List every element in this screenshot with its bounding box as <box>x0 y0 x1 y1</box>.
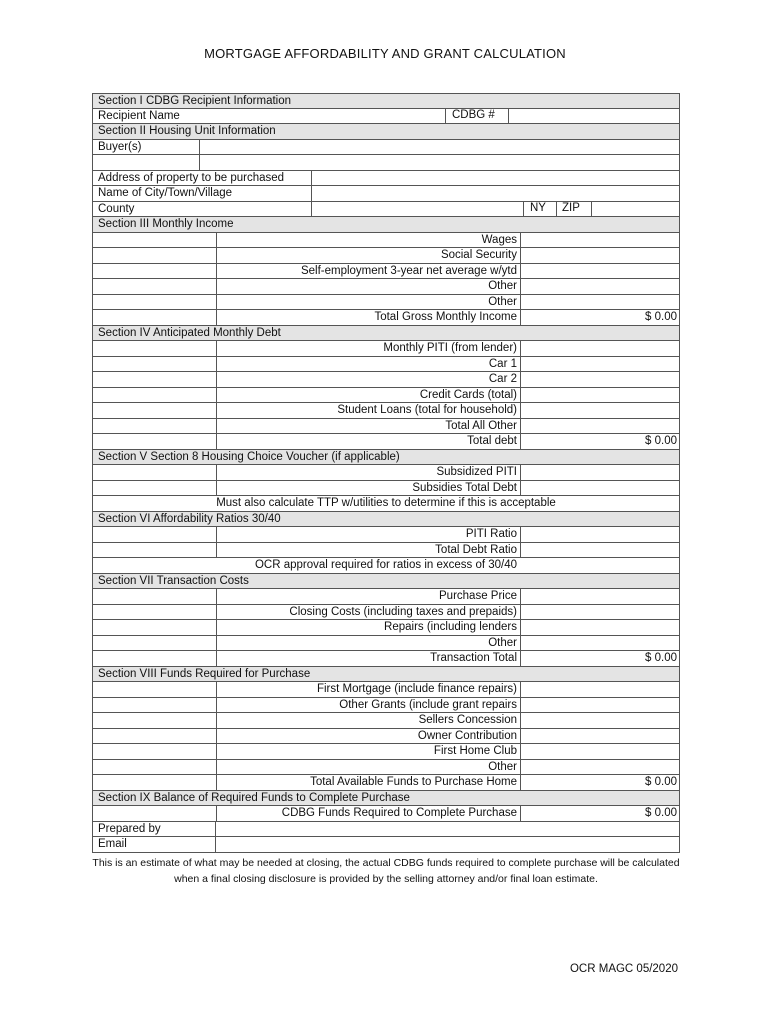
recipient-name-label: Recipient Name <box>98 109 180 122</box>
s8-label: Other Grants (include grant repairs <box>339 698 517 711</box>
row-left-cell <box>92 712 217 729</box>
s8-value-field[interactable] <box>520 681 681 698</box>
s4-row <box>92 372 680 388</box>
s7-label: Other <box>488 636 517 649</box>
s6-value-field[interactable] <box>520 526 681 543</box>
email-row <box>92 837 680 853</box>
section-5-header <box>92 450 680 466</box>
email-field[interactable] <box>215 836 679 853</box>
section-8-header <box>92 667 680 683</box>
row-left-cell <box>92 542 217 559</box>
s4-value-field[interactable] <box>520 418 681 435</box>
s8-row <box>92 729 680 745</box>
s8-value-field[interactable] <box>520 759 681 776</box>
row-left-cell <box>92 309 217 326</box>
prepared-by-label: Prepared by <box>98 822 161 835</box>
section-1-title: Section I CDBG Recipient Information <box>98 95 292 107</box>
section-6-note: OCR approval required for ratios in excess of 30/40 <box>254 559 518 571</box>
city-field[interactable] <box>311 185 679 202</box>
row-left-cell <box>92 232 217 249</box>
state-cell <box>523 201 556 218</box>
s3-label: Self-employment 3-year net average w/ytd <box>300 264 517 277</box>
row-left-cell <box>92 278 217 295</box>
city-row <box>92 186 680 202</box>
cdbg-number-label-cell <box>445 108 508 125</box>
s8-row <box>92 744 680 760</box>
s7-value-field[interactable] <box>520 588 681 605</box>
s4-row <box>92 357 680 373</box>
buyers-label: Buyer(s) <box>98 140 142 153</box>
s4-label: Total debt <box>467 435 517 447</box>
s7-row <box>92 605 680 621</box>
s3-row <box>92 279 680 295</box>
row-left-cell <box>92 805 217 822</box>
s5-value-field[interactable] <box>520 480 681 497</box>
s8-row <box>92 760 680 776</box>
s8-value-field[interactable] <box>520 774 681 791</box>
s8-value-field[interactable] <box>520 743 681 760</box>
row-left-cell <box>92 697 217 714</box>
row-left-cell <box>92 759 217 776</box>
city-label: Name of City/Town/Village <box>98 187 233 199</box>
section-8-title: Section VIII Funds Required for Purchase <box>98 667 311 680</box>
s7-value-field[interactable] <box>520 635 681 652</box>
s3-row <box>92 310 680 326</box>
s7-value-field[interactable] <box>520 604 681 621</box>
row-left-cell <box>92 774 217 791</box>
s7-total-value: $ 0.00 <box>645 652 677 664</box>
row-left-cell <box>92 387 217 404</box>
row-left-cell <box>92 418 217 435</box>
address-field[interactable] <box>311 170 679 187</box>
s3-row <box>92 248 680 264</box>
row-left-cell <box>92 604 217 621</box>
row-left-cell <box>92 356 217 373</box>
s3-label: Other <box>488 280 517 292</box>
s8-total-value: $ 0.00 <box>645 776 677 788</box>
section-2-title: Section II Housing Unit Information <box>98 125 276 137</box>
section-3-header <box>92 217 680 233</box>
prepared-by-field[interactable] <box>215 821 679 838</box>
row-left-cell <box>92 340 217 357</box>
row-left-cell <box>92 371 217 388</box>
s5-row <box>92 481 680 497</box>
s7-label: Transaction Total <box>430 652 517 664</box>
s3-value-field[interactable] <box>520 278 681 295</box>
s5-value-field[interactable] <box>520 464 681 481</box>
s6-row <box>92 543 680 559</box>
buyers-row-2 <box>92 155 680 171</box>
section-5-note-row <box>92 496 680 512</box>
s4-value-field[interactable] <box>520 340 681 357</box>
state-label: NY <box>530 201 546 214</box>
s3-row <box>92 264 680 280</box>
disclaimer-note: This is an estimate of what may be needed at closing, the actual CDBG funds required to complete purchase will be calculated when a final closing disclosure is provided by the selling attorney and/or final loan estimate. <box>92 857 680 885</box>
s3-label: Total Gross Monthly Income <box>374 311 517 323</box>
s6-row <box>92 527 680 543</box>
zip-field[interactable] <box>591 201 679 218</box>
s7-value-field[interactable] <box>520 619 681 636</box>
cdbg-number-label: CDBG # <box>452 108 495 121</box>
section-3-title: Section III Monthly Income <box>98 218 234 230</box>
s8-label: Sellers Concession <box>418 714 517 726</box>
prepared-row <box>92 822 680 838</box>
section-5-title: Section V Section 8 Housing Choice Voucher (if applicable) <box>98 450 400 463</box>
section-2-header <box>92 124 680 140</box>
form-code: OCR MAGC 05/2020 <box>569 963 678 975</box>
section-1-header <box>92 93 680 109</box>
s4-value-field[interactable] <box>520 402 681 419</box>
cdbg-required-value[interactable] <box>520 805 681 822</box>
s5-label: Subsidized PITI <box>436 466 517 478</box>
row-left-cell <box>92 681 217 698</box>
address-row <box>92 171 680 187</box>
s3-value-field[interactable] <box>520 247 681 264</box>
row-left-cell <box>92 650 217 667</box>
s8-value-field[interactable] <box>520 697 681 714</box>
section-6-note-row <box>92 558 680 574</box>
s4-value-field[interactable] <box>520 433 681 450</box>
s4-label: Car 2 <box>488 373 517 385</box>
s3-row <box>92 295 680 311</box>
s4-value-field[interactable] <box>520 371 681 388</box>
s3-label: Other <box>488 295 517 308</box>
zip-label: ZIP <box>562 201 580 214</box>
row-left-cell <box>92 294 217 311</box>
s5-row <box>92 465 680 481</box>
s8-row <box>92 682 680 698</box>
section-7-title: Section VII Transaction Costs <box>98 574 249 587</box>
address-label: Address of property to be purchased <box>98 171 285 184</box>
row-left-cell <box>92 263 217 280</box>
s7-row <box>92 636 680 652</box>
row-left-cell <box>92 480 217 497</box>
section-9-header <box>92 791 680 807</box>
s7-label: Closing Costs (including taxes and prepaids) <box>289 605 517 618</box>
section-6-header <box>92 512 680 528</box>
s4-label: Total All Other <box>445 419 517 432</box>
s7-row <box>92 589 680 605</box>
s8-value-field[interactable] <box>520 712 681 729</box>
section-5-note: Must also calculate TTP w/utilities to determine if this is acceptable <box>216 497 556 509</box>
s7-row <box>92 620 680 636</box>
section-7-header <box>92 574 680 590</box>
s7-label: Repairs (including lenders <box>384 621 517 633</box>
row-left-cell <box>92 635 217 652</box>
row-left-cell <box>92 728 217 745</box>
cdbg-required-label: CDBG Funds Required to Complete Purchase <box>281 807 517 819</box>
cdbg-required-total: $ 0.00 <box>645 807 677 819</box>
section-4-title: Section IV Anticipated Monthly Debt <box>98 326 281 339</box>
row-left-cell <box>92 588 217 605</box>
s4-row <box>92 341 680 357</box>
section-6-title: Section VI Affordability Ratios 30/40 <box>98 512 281 525</box>
s6-value-field[interactable] <box>520 542 681 559</box>
recipient-row <box>92 109 680 125</box>
row-left-cell <box>92 402 217 419</box>
s8-row <box>92 713 680 729</box>
s4-label: Student Loans (total for household) <box>337 404 517 416</box>
s7-row <box>92 651 680 667</box>
s4-row <box>92 388 680 404</box>
s4-value-field[interactable] <box>520 387 681 404</box>
s8-label: First Home Club <box>433 745 517 757</box>
s3-label: Social Security <box>440 249 517 261</box>
s4-label: Car 1 <box>488 357 517 370</box>
s4-label: Monthly PITI (from lender) <box>383 342 517 354</box>
buyer-2-field[interactable] <box>199 154 679 171</box>
s8-label: Total Available Funds to Purchase Home <box>310 776 517 788</box>
email-label: Email <box>98 838 127 850</box>
s3-value-field[interactable] <box>520 309 681 326</box>
s3-row <box>92 233 680 249</box>
row-left-cell <box>92 619 217 636</box>
row-left-cell <box>92 433 217 450</box>
cdbg-required-row <box>92 806 680 822</box>
s4-row <box>92 419 680 435</box>
s4-value-field[interactable] <box>520 356 681 373</box>
county-row <box>92 202 680 218</box>
s8-label: First Mortgage (include finance repairs) <box>316 683 517 695</box>
s5-label: Subsidies Total Debt <box>412 481 517 494</box>
s7-label: Purchase Price <box>439 590 517 602</box>
s6-label: Total Debt Ratio <box>435 543 517 556</box>
s8-label: Other <box>488 760 517 773</box>
s8-row <box>92 698 680 714</box>
row-left-cell <box>92 526 217 543</box>
s3-total-value: $ 0.00 <box>645 311 677 323</box>
buyers-row-1 <box>92 140 680 156</box>
form-title: MORTGAGE AFFORDABILITY AND GRANT CALCULATION <box>204 46 566 61</box>
cdbg-number-field[interactable] <box>508 108 679 125</box>
section-9-title: Section IX Balance of Required Funds to Complete Purchase <box>98 791 410 804</box>
s3-value-field[interactable] <box>520 294 681 311</box>
row-left-cell <box>92 743 217 760</box>
s6-label: PITI Ratio <box>465 528 517 540</box>
buyer-1-field[interactable] <box>199 139 679 156</box>
row-left-cell <box>92 247 217 264</box>
s4-label: Credit Cards (total) <box>419 388 517 401</box>
s8-value-field[interactable] <box>520 728 681 745</box>
s7-value-field[interactable] <box>520 650 681 667</box>
s3-value-field[interactable] <box>520 263 681 280</box>
s8-label: Owner Contribution <box>417 729 517 742</box>
calculation-form <box>92 93 680 853</box>
row-left-cell <box>92 464 217 481</box>
section-4-header <box>92 326 680 342</box>
s8-row <box>92 775 680 791</box>
county-label: County <box>98 202 135 215</box>
s4-row <box>92 434 680 450</box>
county-field[interactable] <box>311 201 523 218</box>
s3-value-field[interactable] <box>520 232 681 249</box>
s4-total-value: $ 0.00 <box>645 435 677 447</box>
zip-label-cell <box>556 201 591 218</box>
s3-label: Wages <box>481 233 517 246</box>
s4-row <box>92 403 680 419</box>
